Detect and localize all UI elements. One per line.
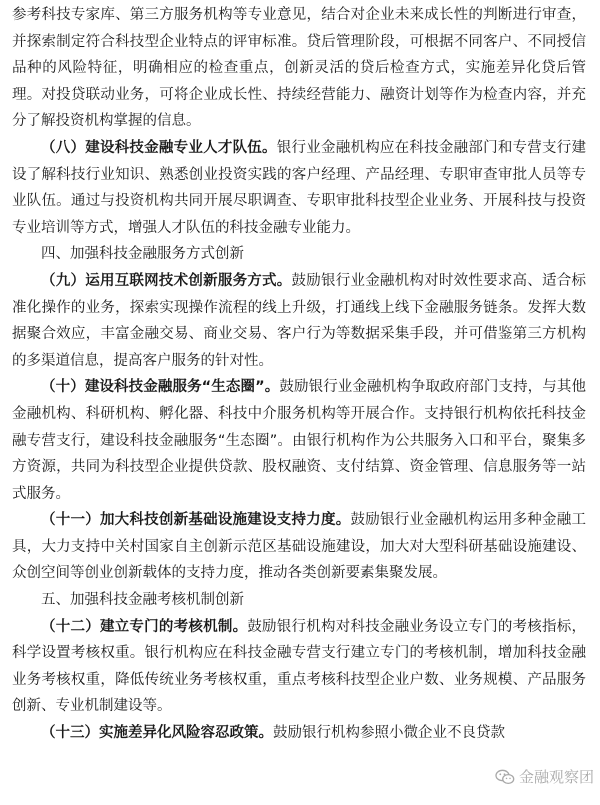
- paragraph-text: 鼓励银行机构对科技金融业务设立专门的考核指标，科学设置考核权重。银行机构应在科技金融专营支行建立专门的考核机制，增加科技金融业务考核权重，降低传统业务考核权重，重点考核科技型企业户数、业务规模、产品服务创新、专业机制建设等。: [12, 618, 587, 715]
- watermark-text: 金融观察团: [518, 768, 594, 786]
- paragraph: [12, 374, 586, 507]
- paragraph-text: 银行业金融机构应在科技金融部门和专营支行建设了解科技行业知识、熟悉创业投资实践的客户经理、产品经理、专职审查审批人员等专业队伍。通过与投资机构共同开展尽职调查、专职审批科技型企业业务、开展科技与投资专业培训等方式，增强人才队伍的科技金融专业能力。: [12, 139, 587, 236]
- paragraph: [12, 720, 586, 747]
- paragraph-title: （十一）加大科技创新基础设施建设支持力度。: [41, 512, 351, 529]
- paragraph-title: （十三）实施差异化风险容忍政策。: [41, 725, 273, 742]
- paragraph: [12, 2, 586, 135]
- wechat-icon: [495, 769, 515, 785]
- paragraph-text: 鼓励银行业金融机构争取政府部门支持，与其他金融机构、科研机构、孵化器、科技中介服务机构等开展合作。支持银行机构依托科技金融专营支行，建设科技金融服务“生态圈”。由银行机构作为公共服务入口和平台，聚集多方资源，共同为科技型企业提供贷款、股权融资、支付结算、资金管理、信息服务等一站式服务。: [12, 379, 587, 502]
- paragraph: [12, 507, 586, 587]
- paragraph-title: （十二）建立专门的考核机制。: [41, 618, 248, 635]
- paragraph-title: （九）运用互联网技术创新服务方式。: [41, 272, 292, 289]
- section-heading: 五、加强科技金融考核机制创新: [41, 592, 244, 609]
- paragraph-text: 鼓励银行机构参照小微企业不良贷款: [273, 725, 505, 742]
- paragraph-title: （十）建设科技金融服务“生态圈”。: [41, 379, 280, 396]
- paragraph-text: 鼓励银行业金融机构运用多种金融工具，大力支持中关村国家自主创新示范区基础设施建设，加大对大型科研基础设施建设、众创空间等创业创新载体的支持力度，推动各类创新要素集聚发展。: [12, 512, 587, 582]
- paragraph: [12, 135, 586, 241]
- section-heading: 四、加强科技金融服务方式创新: [41, 246, 244, 263]
- paragraph: [12, 268, 586, 374]
- paragraph-text: 参考科技专家库、第三方服务机构等专业意见，结合对企业未来成长性的判断进行审查，并探索制定符合科技型企业特点的评审标准。贷后管理阶段，可根据不同客户、不同授信品种的风险特征，明确相应的检查重点，创新灵活的贷后检查方式，实施差异化贷后管理。对投贷联动业务，可将企业成长性、持续经营能力、融资计划等作为检查内容，并充分了解投资机构掌握的信息。: [12, 7, 586, 130]
- watermark: [495, 766, 594, 787]
- paragraph: [12, 614, 586, 720]
- paragraph-text: 鼓励银行业金融机构对时效性要求高、适合标准化操作的业务，探索实现操作流程的线上升级，打通线上线下金融服务链条。发挥大数据聚合效应，丰富金融交易、商业交易、客户行为等数据采集手段，并可借鉴第三方机构的多渠道信息，提高客户服务的针对性。: [12, 272, 587, 369]
- paragraph-title: （八）建设科技金融专业人才队伍。: [41, 139, 277, 156]
